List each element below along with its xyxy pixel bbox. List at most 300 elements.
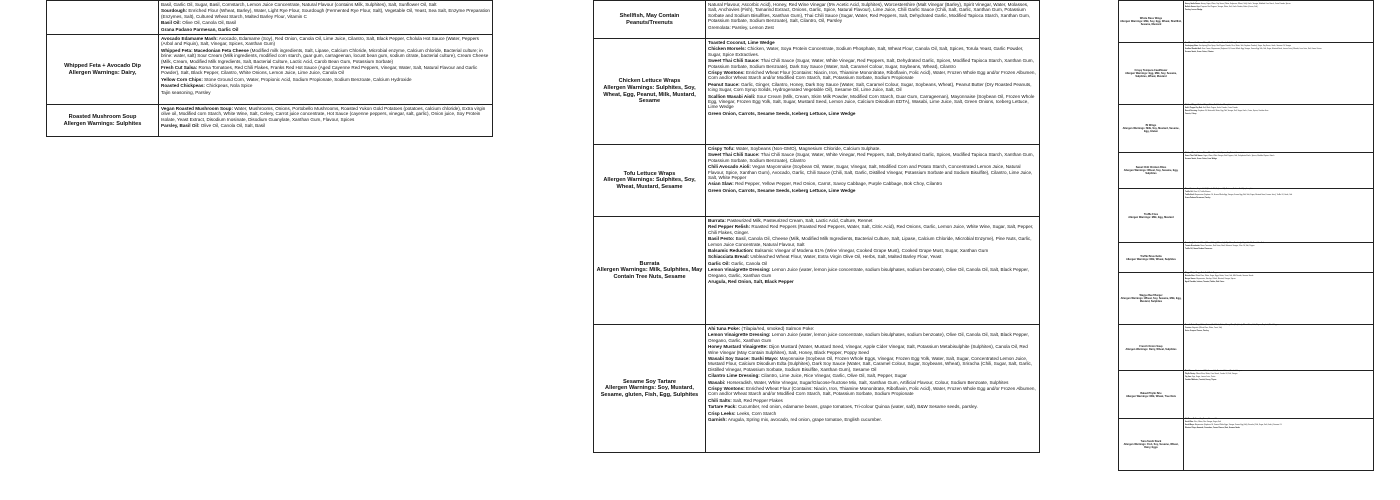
ingredient-line [708,344,1037,355]
ingredient-line [1185,377,1372,379]
component-name: Basil Oil: [161,20,181,26]
component-name: Burger Sauce: [1185,278,1196,280]
component-ingredients: Balsamic Vinegar of Modena 61% (Wine Vinegar, Cooked Grape Must), Cooked Grape Must, Sugar, Xanthan Gum [754,248,989,254]
component-name: Brioche Bun: [1185,275,1196,277]
component-name: Parsley, Basil Oil: [161,123,200,129]
ingredient-line [708,218,1037,223]
component-name: Sushi Mayo: [1185,424,1195,426]
menu-item-row [1119,371,1374,419]
component-ingredients: Lemon Juice (water, lemon juice concentrate, sodium bisulphates, sodium benzoate), Olive Oil, Canola Oil, Salt, Black Pepper, Oregano, Garlic, Xanthan Gum [708,267,1029,278]
component-ingredients: Water, Onions, Beef Stock, Butter, Sherry Wine (Sulphites), Wheat Flour, Salt, Thyme, Bay Leaf, Black Pepper [1200,325,1279,326]
component-ingredients: Salt, Red Pepper Flakes [733,397,783,403]
menu-item-name: Tuna Sushi Stack [1140,440,1162,443]
ingredient-line [1185,325,1372,327]
component-ingredients: Roma Tomatoes, Red Onion, Basil, Balsamic Vinegar, Olive Oil, Salt, Pepper [1200,245,1255,247]
ingredient-line [161,48,490,64]
ingredient-line [1185,4,1372,6]
allergen-table-panel-1 [46,0,493,137]
component-name: Wagyu Patty: [1185,273,1196,274]
menu-item-name: Roasted Mushroom Soup [68,113,137,120]
component-ingredients: Unbleached Wheat Flour, Water, Extra Virgin Olive Oil, Herbs, Salt, Malted Barley Flour, Yeast [750,254,942,260]
ingredient-line [161,27,490,32]
component-name: Phyllo Pastry: [1185,373,1196,375]
component-name: Truffle Aioli: [1185,194,1195,196]
ingredient-line [708,94,1037,110]
component-ingredients: Gochujang (Rice Syrup, Red Pepper Powder, Rice, Water, Salt, Soybean Powder), Sugar, Soy Sauce, Garlic, Sesame Oil, Vinegar [1199,45,1292,47]
component-name: Crispy Wontons: [708,386,745,392]
component-name: Arugula, Red Onion, Salt, Black Pepper [708,279,794,285]
component-name: Buffalo Sauce: [1185,6,1197,8]
ingredient-line [1185,243,1372,245]
ingredients-cell [706,325,1040,453]
component-name: Ahi Tuna: [1185,419,1193,420]
ingredient-line [1185,189,1372,191]
ingredient-line [1185,111,1372,113]
component-name: Garlic Oil: [708,260,730,266]
ingredient-line [708,111,1037,116]
menu-item-name: Baked Phyllo Brie [1140,391,1162,395]
component-name: Ahi tuna Poke: [708,326,741,331]
ingredient-line [161,8,490,19]
menu-item-row [594,217,1040,325]
allergen-warnings: Allergen Warnings: Dairy, [68,69,137,76]
ingredient-line [1185,52,1372,54]
component-ingredients: Chicken Wings, Water, Salt, Sodium Phosphate, Modified Potato Starch, Dextrose, Spice Extractive [1198,1,1269,2]
ingredients-cell [1184,153,1374,189]
ingredients-cell [706,1,1040,39]
menu-item-name-cell [594,1,706,39]
ingredient-line [1185,43,1372,45]
ingredient-line [708,224,1037,235]
component-ingredients: Enriched Flour (Wheat, Barley), Water, Light Rye Flour, Sourdough, Vegetable Oil, Yeast, Sea Salt [1194,243,1264,244]
menu-item-name: French Onion Soup [1139,344,1163,348]
menu-item-name-cell [47,105,159,137]
menu-item-name: Sweet Chili Chicken Bites [1135,166,1167,169]
component-ingredients: Olive Oil, Canola Oil, Basil [182,20,237,26]
menu-item-row [594,145,1040,217]
component-name: Sesame Seeds, Green Onion, Lime Wedge [1185,158,1217,160]
menu-item-row [1119,273,1374,325]
component-ingredients: Chicken, Water, Soya Protein Concentrate, Sodium Phosphate, Salt, Wheat Flour, Canola Oil, Salt, Spices, Torula Yeast, Garlic Powder, Sugar, Spice Extractives. [708,46,1024,57]
ingredient-line [1185,422,1372,424]
component-name: Crisp Leeks: [708,410,736,416]
ingredient-line [1185,328,1372,330]
component-name: Cauliflower: [1185,43,1195,44]
ingredient-line [1185,1,1372,3]
component-name: Grana Padano Parmesan, Garlic Oil [161,26,239,32]
component-name: Sweet Thai Chili Sauce: [708,152,760,158]
menu-item-name-cell [594,39,706,145]
component-name: Crispy Wontons: [708,70,745,76]
component-name: Grana Padano Parmesan, Parsley [1185,197,1211,199]
component-ingredients: Gremolata: Parsley, Lemon Zest [708,24,774,30]
component-ingredients: (Tilapia/red, smoked) Salmon Poke: [741,326,815,331]
component-name: Truffle Oil, Grana Padano Parmesan [1185,248,1213,250]
ingredient-line [708,380,1037,385]
ingredient-line [708,267,1037,278]
ingredient-line [161,90,490,95]
component-ingredients: Arugula, Spring mix, avocado, red onion, grape tomatoe, English cucumber. [727,417,882,423]
component-name: Honey Garlic Sauce: [1185,3,1201,5]
component-ingredients: Garlic, Canola Oil [731,260,768,266]
component-ingredients: Potatoes, Vegetable Oil (Canola Oil, Soybean Oil), Dextrose, Sodium Acid Pyrophosphate [1189,189,1254,190]
component-name: Wasabi Soy Sauce: Sushi Mayo: [708,356,779,362]
component-ingredients: Chickpeas, Nola Spice [206,83,253,89]
component-name: Fries: [1185,189,1190,190]
ingredient-line [1185,276,1372,278]
ingredient-line [161,106,490,122]
menu-item-row [1119,419,1374,471]
menu-item-row [1119,1,1374,43]
menu-item-row [1119,105,1374,153]
component-name: Truffle Oil: [1185,191,1193,193]
allergen-warnings: Allergen Warnings: Milk, Soy, Mustard, Sesame, Egg, Gluten [1122,127,1180,133]
menu-item-row [47,1,493,35]
component-ingredients: Enriched Wheat Flour (Contains: Niacin, Iron, Thiamine Mononitrate, Riboflavin, Folic Acid), Water, Frozen Whole Egg and/or Frozen Albumen, Corn and/or Wheat Starch and/or Modified Corn Starch, Salt, Potassium Sorbate, Sodium Propionate [708,386,1036,397]
ingredients-cell [1184,43,1374,105]
menu-item-name-cell [1119,153,1184,189]
component-ingredients: Honey, Sugar, Water, Soy Sauce (Water, Soybeans, Wheat, Salt), Garlic, Vinegar, Modified Corn Starch, Onion Powder, Spices [1200,3,1291,5]
component-ingredients: Baguette (Wheat Flour, Water, Yeast, Salt) [1192,327,1223,329]
component-ingredients: Sour Cream (Milk, Cream, Skim Milk Powder, Modified Corn Starch, Guar Gum, Carrageenan), Mayonnaise (Soybean Oil, Frozen Whole Egg, Vinegar, Frozen Egg Yolk, Salt, Sugar, Mustard Seed, Lemon Juice, Calcium Disodium EDTA), Wasabi, Lime Juice, Salt, Green Onions, Iceberg Lettuce, Lime Wedge [708,93,1035,110]
component-ingredients: Roma Tomatoes, Red Chili Flakes, Franks Red Hot Sauce (Aged Cayenne Red Peppers, Vinegar, Water, Salt, Natural Flavour and Garlic Powder), Salt, Black Pepper, Cilantro, White Onions, Lemon Juice, Lime Juice, Canola Oil [161,65,478,76]
ingredient-line [708,254,1037,259]
ingredient-line [708,411,1037,416]
ingredient-line [708,146,1037,151]
menu-item-name-cell [1119,419,1184,471]
ingredient-line [1185,192,1372,194]
ingredients-cell [706,145,1040,217]
ingredient-line [161,83,490,88]
ingredient-line [1185,428,1372,430]
component-ingredients: Basil, Canola Oil, Cheese (Milk, Modified Milk Ingredients, Bacterial Culture, Salt, Lipase, Calcium Chloride, Microbial Enzyme), Pine Nuts, Garlic, Lemon Juice Concentrate, Natural Flavour, Salt [708,236,1032,247]
component-name: Red Pepper Relish: [708,224,751,230]
ingredient-line [1185,198,1372,200]
ingredient-line [1185,114,1372,116]
component-name: Yellow Corn Chips: [161,76,203,82]
component-ingredients: Enriched Wheat Flour (Contains: Niacin, Iron, Thiamine Mononitrate, Riboflavin, Folic Acid), Water, Frozen Whole Egg and/or Frozen Albumen, Corn and/or Wheat Starch and/or Modified Corn Starch, Salt, Potassium Sorbate, Sodium Propionate [708,70,1036,81]
component-name: Seasoned Wings: [1185,1,1199,2]
menu-allergen-table [593,0,1040,453]
component-name: Roasted Chickpeas: [161,83,205,89]
component-ingredients: Mayonnaise (Soybean Oil, Frozen Whole Eggs, Vinegar, Frozen Egg Yolk), Sriracha (Chili, Sugar, Salt, Garlic), Sesame Oil [1194,424,1282,426]
ingredient-line [1185,282,1372,284]
component-name: Sourdough: [1185,243,1195,244]
menu-item-name: Whole Bass Wings [1139,17,1163,20]
component-name: French Onion Soup: [1185,325,1201,326]
ingredient-line [1185,249,1372,251]
allergen-warnings: Allergen Warnings: Dairy, Wheat, Sulphites [1125,347,1177,351]
menu-item-row [1119,189,1374,243]
component-ingredients: Pasteurized Milk, Cream, Salt, Bacterial Culture, Microbial Enzyme [1195,371,1243,372]
ingredient-line [708,279,1037,284]
component-ingredients: Lemon Juice (water, lemon juice concentrate, sodium bisulphates, sodium benzoate), Olive Oil, Canola Oil, Salt, Black Pepper, Oregano, Garlic, Xanthan Gum [708,332,1029,343]
component-ingredients: Thai Chili Sauce (Sugar, Water, White Vinegar, Red Peppers, Salt, Dehydrated Garlic, Spices, Modified Tapioca Starch, Xanthan Gum, Potassium Sorbate, Sodium Benzoate), Dark Soy Sauce (Water, Salt, Caramel Colour, Sugar, Soybeans, Wheat), Cilantro [708,58,1034,69]
menu-item-name-cell [1119,189,1184,243]
ingredient-line [161,36,490,47]
component-ingredients: Figs, Sugar, Lemon Juice, Pectin [1192,376,1216,378]
menu-item-row [47,35,493,105]
component-ingredients: Red Pepper, Yellow Pepper, Red Onion, Carrot, Savoy Cabbage, Purple Cabbage, Bok Choy, Cilantro [735,181,943,187]
component-name: Honey Mustard Vinaigrette: [708,344,768,350]
menu-item-name-cell [1119,325,1184,371]
component-ingredients: Vegan Mayonnaise (Soybean Oil, Water, Sugar, Vinegar, Salt, Modified Corn and Potato Starch, Concentrated Lemon Juice, Natural Flavour, Spice, Xanthan Gum), Avocado, Garlic, Chili Sauce (Chili, Salt, Garlic, Distilled Vinegar, Potassium Sorbate and Sodium Bisulfite), Cilantro, Lime Juice, Salt, White Pepper [708,164,1033,181]
allergen-warnings: Allergen Warnings: Sulphites [63,120,142,127]
component-name: Candied Walnuts, Crostini, Honey, Thyme [1185,379,1217,381]
ingredient-line [1185,108,1372,110]
component-name: Peanut Sauce: [708,81,740,87]
allergen-warnings: Allergen Warnings: Fish, Soy, Sesame, Wheat, Dairy, Eggs [1123,443,1179,449]
menu-item-name-cell [1119,43,1184,105]
component-ingredients: Avocado, Edamame (Soy), Red Onion, Canola Oil, Lime Juice, Cilantro, Salt, Black Pepper, Cholula Hot Sauce (Water, Peppers (Arbol and Piquin), Salt, Vinegar, Spices, Xanthan Gum) [161,36,479,47]
ingredients-cell [1184,273,1374,325]
menu-item-name-cell [1119,371,1184,419]
component-name: Chili Salts: [708,397,732,403]
ingredient-line [1185,153,1372,155]
ingredient-line [708,373,1037,378]
ingredient-line [708,25,1037,30]
component-ingredients: Sugar, Water, White Vinegar, Red Peppers, Salt, Dehydrated Garlic, Spices, Modified Tapioca Starch [1203,155,1275,157]
ingredient-line [1185,10,1372,12]
component-ingredients: Cucumber, red onion, edamame beans, grape tomatoes, Tri-colour Quinoa (water, salt), B&W Sesame seeds, parsley. [738,404,978,410]
ingredient-line [708,386,1037,397]
menu-item-name: Whipped Feta + Avocado Dip [64,62,141,69]
ingredient-line [708,82,1037,93]
component-ingredients: Wagyu Beef, Salt, Black Pepper [1195,273,1219,274]
allergen-warnings: Allergen Warnings: Milk, Wheat, Sulphites [1126,257,1176,261]
component-ingredients: Roasted Red Peppers (Roasted Red Peppers, Water, Salt, Citric Acid), Red Onions, Garlic, Lemon Juice, White Wine, Sugar, Salt, Pepper, Chili Flakes, Ginger. [708,224,1034,235]
ingredients-cell [1184,325,1374,371]
component-ingredients: Aged Cayenne Red Peppers, Vinegar, Water, Salt, Garlic Powder, Butter (Cream, Salt) [1196,6,1258,8]
menu-allergen-table [46,0,493,137]
component-ingredients: Wheat Flour, Water, Corn Starch, Canola Oil, Salt, Vinegar [1196,373,1238,375]
ingredients-cell [1184,105,1374,153]
component-name: Sourdough: [161,8,188,14]
component-ingredients: Sour Cream, Mayonnaise (Soybean Oil, Frozen Whole Egg, Vinegar, Frozen Egg Yolk, Salt, Sugar, Mustard Seed, Lemon Juice), Wasabi, Lime Juice, Salt, Green Onions [1201,48,1322,50]
component-ingredients: Horseradish, Water, White Vinegar, Sugar/Glucose-fructose Mix, Salt, Xanthan Gum, Artificial Flavour, Colour, Sodium Benzoate, Sulphites [726,379,1009,385]
allergen-warnings: Allergen Warnings: Egg, Milk, Soy, Sesame, Sulphites, Wheat, Mustard [1125,72,1177,78]
ingredient-line [161,2,490,7]
component-name: Balsamic Reduction: [708,248,754,254]
ingredient-line [1185,419,1372,421]
component-ingredients: Thai Chili Sauce (Sugar, Water, White Vinegar, Red Peppers, Salt, Dehydrated Garlic, Spices, Modified Tapioca Starch, Xanthan Gum, Potassium Sorbate, Sodium Benzoate), Cilantro [708,152,1034,163]
component-ingredients: Dijon Mustard (Water, Mustard Seed, Vinegar, Apple Cider Vinegar, Salt, Potassium Metabisulphite (Sulphites), Canola Oil, Red Wine Vinegar (May Contain Sulphites), Salt, Honey, Black Pepper, Poppy Seed [708,344,1028,355]
ingredient-line [1185,425,1372,427]
ingredient-line [1185,195,1372,197]
ingredient-line [1185,105,1372,107]
allergen-warnings: Allergen Warnings: Sulphites, Soy, Wheat, Mustard, Sesame [603,177,696,190]
ingredients-cell [1184,419,1374,471]
ingredient-line [708,46,1037,57]
ingredient-line [1185,7,1372,9]
allergen-table-panel-2 [593,0,1040,453]
component-name: Sushi Rice: [1185,421,1194,423]
component-name: Burrata: [708,218,726,223]
ingredients-cell [1184,189,1374,243]
component-name: Swiss Gruyere Cheese, Parsley [1185,330,1209,332]
component-name: Lemon Vinaigrette Dressing: [708,332,771,338]
menu-item-row [594,1,1040,39]
ingredient-line [1185,159,1372,161]
menu-item-row [594,39,1040,145]
component-name: Wonton Chips, Avocado, Cucumber, Cream Cheese, Nori, Sesame Seeds [1185,427,1241,429]
ingredient-line [1185,273,1372,275]
menu-item-name: Tofu Lettuce Wraps [623,170,676,177]
ingredient-line [161,123,490,128]
component-name: Basil Pesto: [708,236,735,242]
ingredient-line [1185,371,1372,373]
component-ingredients: Garlic, Ginger, Cilantro, Honey, Dark Soy Sauce (Water, Salt, Caramel Colour, Sugar, Soybeans, Wheat), Peanut Butter (Dry Roasted Peanuts, Icing Sugar, Corn Syrup Solids, Hydrogenated Vegetable Oil), Sesame Oil, Lime Juice, Salt, Oil [708,81,1032,93]
component-name: Vegan Roasted Mushroom Soup: [161,106,233,112]
ingredient-line [708,417,1037,422]
ingredient-line [708,248,1037,253]
menu-item-name: Shellfish, May Contain Peanuts/Treenuts [619,12,680,26]
ingredient-line [1185,380,1372,382]
ingredient-line [708,40,1037,45]
ingredients-cell [159,35,493,105]
component-name: Avocado Edamame Mash: [161,36,218,42]
component-name: Green Onion, Carrots, Sesame Seeds, Iceberg Lettuce, Lime Wedge [708,187,856,193]
menu-item-row [1119,43,1374,105]
menu-item-name: Chicken Lettuce Wraps [618,78,681,85]
ingredient-line [1185,49,1372,51]
component-ingredients: Water, Mushrooms, Onions, Portobello Mushrooms, Roasted Yukon Gold Potatoes (potatoes, calcium chloride), Extra virgin olive oil, Modified corn Starch, White Wine, Salt, Celery, Carrot juice concentrate, Hot Sauce (cayenne peppers, vinegar, salt, garlic), Onion juice, Soy Protein Isolate, Yeast Extract, Disodium Inosinate, Disodium Guanylate, Xanthan Gum, Flavour, Spices [161,106,486,122]
menu-item-row [1119,325,1374,371]
ingredient-line [708,164,1037,180]
ingredient-line [1185,246,1372,248]
menu-allergen-table [1118,0,1374,471]
menu-item-row [1119,153,1374,189]
component-name: Wasabi: [708,379,726,385]
ingredient-line [1185,156,1372,158]
allergen-warnings: Allergen Warnings: Wheat, Soy, Sesame, Egg, Sulphites [1123,169,1179,175]
menu-item-name: Crispy Tempura Cauliflower [1134,69,1168,72]
component-ingredients: Water, Soybeans (Non-GMO), Magnesium Chloride, Calcium Sulphate. [736,146,881,151]
ingredient-line [708,398,1037,403]
ingredient-line [161,20,490,25]
component-ingredients: Chicken Wings, Water, Salt, Sodium Phosphate [1197,105,1232,106]
allergen-warnings: Allergen Warnings: Soy, Mustard, Sesame, gluten, Fish, Egg, Sulphites [600,385,699,398]
component-name: Gochujang Glaze: [1185,45,1199,47]
component-name: Tartare Pack: [708,404,737,410]
component-ingredients: Tajin seasoning, Parsley [161,89,211,95]
menu-item-name-cell [47,1,159,35]
component-name: Crouton: [1185,327,1192,329]
menu-item-name: Burrata [639,260,660,267]
component-ingredients: Soybean Oil, Buttermilk, Water, Egg Yolk, Vinegar, Salt, Sugar, Garlic, Onion, Spices, Xanthan Gum [1198,110,1269,112]
ingredient-line [708,236,1037,247]
component-ingredients: Enriched Flour (Wheat, Barley), Water, Light Rye Flour, Sourdough (Fermented Rye Flour, Salt), Vegetable Oil, Yeast, Sea Salt, Enzyme Preparation (Enzymes, Salt), Cultured Wheat Starch, Malted Barley Flour, Vitamin C [161,8,490,19]
component-name: Chicken Wings: [1185,105,1197,106]
component-name: Aged Cheddar, Lettuce, Tomato, Pickles, Red Onion [1185,281,1225,283]
allergen-warnings: Allergen Warnings: Milk, Egg, Mustard [1128,215,1174,219]
component-ingredients: Natural Flavour, Ascorbic Acid), Honey, Red Wine Vinegar (5% Acetic Acid, Sulphites), Worcestershire (Malt Vinegar (Barley), Spirit Vinegar, Water, Molasses, Salt, Anchovies (Fish), Tamarind Extract, Onions, Garlic, Spice, Natural Flavour), Lime Juice, Chili Garlic Sauce (Chili, Salt, Garlic, Xanthan Gum, Potassium Sorbate and Sodium Bisulfites, Xanthan Gum), Thai Chili Sauce (Sugar, Water, Red Peppers, Salt, Dehydrated Garlic, Modified Tapioca Starch, Xanthan Gum, Potassium Sorbate, Sodium Benzoate), Salt, Cilantro, Oil, Parsley [708,2,1031,24]
allergen-warnings: Allergen Warnings: Milk, Wheat, Tree Nuts [1125,394,1177,398]
ingredients-cell [1184,371,1374,419]
ingredient-line [708,58,1037,69]
component-ingredients: Cauliflower, Water, Wheat Flour, Corn Starch, Salt, Baking Powder [1194,43,1242,44]
component-ingredients: Chicken, Water, Wheat Flour, Salt, Spices, Soy Protein Concentrate [1196,153,1245,154]
menu-item-name: BI Wings [1145,124,1157,127]
ingredients-cell [159,1,493,35]
allergen-table-panel-3 [1118,0,1374,500]
menu-item-name: Wagyu Beef Burger [1139,294,1163,297]
menu-item-row [594,325,1040,453]
component-ingredients: Pasteurized Milk, Pasteurized Cream, Salt, Lactic Acid, Culture, Rennet [727,218,873,223]
component-ingredients: Basil, Garlic Oil, Sugar, Basil, Cornstarch, Lemon Juice Concentrate, Natural Flavour (contains Milk, Sulphites), Salt, Sunflower Oil, Salt [161,2,437,7]
allergen-warnings: Allergen Warnings: Sulphites, Soy, Wheat, Egg, Peanut, Milk, Mustard, Sesame [603,84,696,105]
component-name: Lemon Vinaigrette Dressing: [708,267,771,273]
ingredients-cell [1184,243,1374,273]
component-name: Ranch Dressing: [1185,110,1198,112]
component-ingredients: Mayonnaise, Ketchup, Relish, Mustard, Vinegar, Spices [1196,278,1236,280]
component-ingredients: Ahi Tuna, Soy Sauce, Sesame Oil [1192,419,1217,420]
component-ingredients: Mayonnaise (Soybean Oil, Frozen Whole Egg, Vinegar, Frozen Egg Yolk, Salt, Sugar, Mustard Seed, Lemon Juice), Truffle Oil, Garlic, Salt [1194,194,1293,196]
component-ingredients: Leeks, Corn Starch [736,410,777,416]
ingredients-cell [1184,1,1374,43]
ingredient-line [1185,374,1372,376]
ingredient-line [708,2,1037,24]
component-name: Cilantro Lime Dressing: [708,373,760,379]
component-name: Brie Cheese: [1185,371,1195,372]
component-name: Sesame Seeds, Green Onion, Cilantro [1185,51,1214,53]
ingredient-line [708,332,1037,343]
component-name: Sweet Thai Chili Sauce: [1185,155,1203,157]
allergen-warnings: Allergen Warnings: Milk, Sulphites, May Contain Tree Nuts, Sesame [596,267,703,280]
component-name: Scallion Wasabi Aioli: [1185,48,1202,50]
component-ingredients: Olive Oil, Canola Oil, Salt, Basil [200,123,266,129]
ingredient-line [161,77,490,82]
menu-item-name: Truffle Bruschetta [1140,254,1162,258]
menu-item-name-cell [47,35,159,105]
ingredients-cell [159,105,493,137]
component-ingredients: Mayonnaise (Soybean Oil, Frozen Whole Eggs, Vinegar, Frozen Egg Yolk, Water, Salt, Sugar, Concentrated Lemon Juice, Mustard Flour, Calcium Disodium Edta (Sulphites), Dark Soy Sauce (Water, Salt, Caramel Colour, Sugar, Soybeans, Wheat), Sriracha (Chili, Sugar, Salt, Garlic, Distilled Vinegar, Potassium Sorbate, Sodium Bisulfite, Xanthan Gum), Sesame Oil [708,356,1033,372]
ingredient-line [708,70,1037,81]
menu-item-name-cell [594,217,706,325]
component-ingredients: Stone Ground Corn, Water, Propionic Acid, Sodium Propionate, Sodium Benzoate, Calcium Hydroxide [204,76,412,82]
menu-item-name-cell [1119,1,1184,43]
component-ingredients: Rice, Water, Rice Vinegar, Sugar, Salt [1194,421,1221,423]
menu-item-name: Truffle Fries [1143,212,1159,216]
ingredient-line [708,152,1037,163]
component-ingredients: Salt, Black Pepper, Garlic Powder, Onion Powder [1203,107,1238,109]
component-name: Parsley, Lemon Wedge [1185,9,1203,11]
ingredient-line [708,356,1037,372]
component-ingredients: Olive Oil, Truffle Flavour [1193,191,1211,193]
menu-item-name-cell [1119,105,1184,153]
component-name: Chicken Bites: [1185,153,1197,154]
component-name: Fresh Cut Salsa: [161,65,198,71]
component-name: Schiacciata Bread: [708,254,750,260]
component-name: Fig Jam: [1185,376,1192,378]
component-name: Chili Avocado Aioli: [708,164,751,170]
component-name: Whipped Feta: Macedonian Feta Cheese [161,47,249,53]
ingredient-line [1185,331,1372,333]
component-name: Salt & Pepper Dry Rub: [1185,107,1203,109]
ingredient-line [708,326,1037,331]
component-name: Tomato Bruschetta: [1185,245,1200,247]
menu-item-row [47,105,493,137]
menu-item-row [1119,243,1374,273]
component-name: Scallion Wasabi Aioli: [708,93,756,99]
component-name: Garnish: [708,417,727,423]
component-name: Toasted Coconut, Lime Wedge [708,40,775,45]
component-name: Green Onion, Carrots, Sesame Seeds, Iceberg Lettuce, Lime Wedge [708,110,856,116]
allergen-warnings: Allergen Warnings: Wheat, Soy, Sesame, Milk, Egg, Mustard, Sulphites [1120,297,1182,303]
component-name: Crispy Tofu: [708,146,735,151]
ingredients-cell [706,39,1040,145]
menu-item-name-cell [594,325,706,453]
